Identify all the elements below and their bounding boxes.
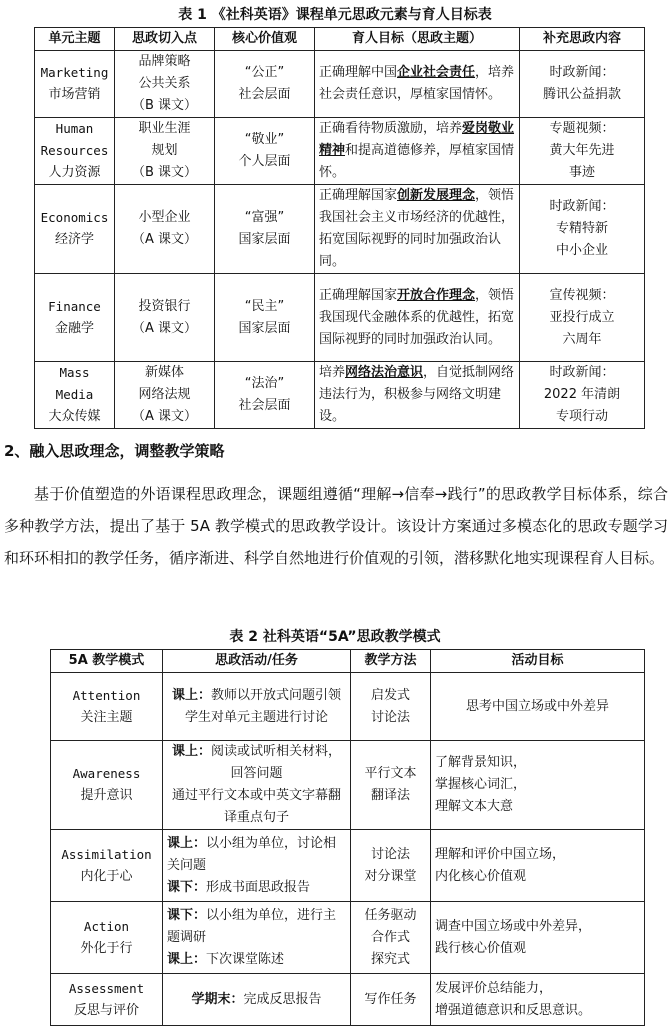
method-line: 写作任务 (364, 991, 417, 1007)
goal-keyword: 开放合作理念 (397, 287, 476, 303)
goal-line: 思考中国立场或中外差异 (465, 698, 609, 714)
method-line: 平行文本 (364, 766, 417, 781)
task-text: 以小组为单位，讨论相关问题 (167, 835, 337, 873)
goal-text: ，领悟我国现代金融体系的优越性，拓宽国际视野的同时加强政治认同。 (319, 287, 515, 347)
task-label: 课下： (167, 879, 207, 895)
task-label: 学期末： (191, 991, 244, 1007)
task-label: 课上： (171, 744, 211, 759)
entry-point (115, 118, 215, 185)
unit-theme (35, 185, 115, 274)
core-value (215, 185, 315, 274)
value-line: “公正” (244, 65, 285, 80)
entry-line: 网络法规 (138, 387, 191, 402)
activity-goal (431, 741, 645, 830)
table1-header: 育人目标（思政主题） (315, 28, 520, 51)
value-line: 个人层面 (238, 154, 291, 169)
extra-line: 时政新闻： (549, 65, 615, 80)
table-row (35, 362, 645, 429)
value-line: 社会层面 (238, 87, 291, 102)
value-line: 社会层面 (238, 398, 291, 413)
method-line: 合作式 (370, 929, 410, 945)
extra-line: 中小企业 (555, 243, 608, 258)
entry-line: 小型企业 (138, 210, 191, 225)
theme-en: Marketing (40, 65, 109, 80)
activity-task (163, 902, 351, 974)
task-text: 通过平行文本或中英文字幕翻译重点句子 (171, 788, 341, 825)
mode-en: Action (83, 918, 130, 934)
teaching-method (351, 902, 431, 974)
unit-theme (35, 274, 115, 362)
goal-line: 内化核心价值观 (435, 868, 527, 884)
activity-goal (431, 902, 645, 974)
activity-goal (431, 673, 645, 741)
extra-line: 六周年 (562, 331, 602, 347)
entry-line: （B 课文） (131, 165, 198, 180)
mode-en: Attention (72, 687, 141, 703)
goal-line: 发展评价总结能力， (435, 980, 553, 996)
goal-keyword: 爱岗敬业精神 (319, 121, 515, 158)
table-row (35, 51, 645, 118)
mode-en: Assessment (68, 980, 145, 996)
5a-mode (51, 974, 163, 1026)
entry-line: 公共关系 (138, 76, 191, 91)
extra-line: 亚投行成立 (549, 309, 615, 325)
mode-zh: 关注主题 (80, 709, 133, 725)
entry-point (115, 185, 215, 274)
entry-line: （B 课文） (131, 98, 198, 113)
value-line: 国家层面 (238, 232, 291, 247)
extra-line: 事迹 (568, 165, 595, 180)
method-line: 翻译法 (370, 788, 410, 803)
entry-line: 投资银行 (138, 298, 191, 314)
extra-line: 时政新闻： (549, 199, 615, 214)
table2-header-row (51, 650, 645, 673)
extra-content (520, 362, 645, 429)
task-label: 课上： (167, 951, 207, 967)
goal-line: 调查中国立场或中外差异， (435, 918, 592, 934)
extra-content (520, 118, 645, 185)
activity-task (163, 741, 351, 830)
table-row (51, 673, 645, 741)
5a-mode (51, 830, 163, 902)
theme-zh: 人力资源 (48, 165, 101, 180)
method-line: 任务驱动 (364, 907, 417, 923)
extra-content (520, 274, 645, 362)
extra-line: 时政新闻： (549, 365, 615, 380)
5a-mode (51, 741, 163, 830)
extra-line: 专项行动 (555, 409, 608, 424)
activity-goal (431, 974, 645, 1026)
education-goal (315, 118, 520, 185)
table1-header-row (35, 28, 645, 51)
extra-line: 黄大年先进 (549, 143, 615, 158)
theme-en: Economics (40, 210, 109, 225)
table2-header: 活动目标 (431, 650, 645, 673)
entry-point (115, 51, 215, 118)
table-row (51, 974, 645, 1026)
table1-header: 单元主题 (35, 28, 115, 51)
theme-en: Mass Media (55, 365, 94, 402)
table2-header: 5A 教学模式 (51, 650, 163, 673)
value-line: “法治” (244, 376, 285, 391)
goal-line: 理解文本大意 (435, 799, 514, 814)
method-line: 对分课堂 (364, 868, 417, 884)
method-line: 讨论法 (370, 846, 410, 862)
teaching-method (351, 974, 431, 1026)
theme-en: Human Resources (40, 121, 109, 158)
table1 (34, 27, 645, 429)
goal-line: 理解和评价中国立场， (435, 846, 566, 862)
goal-line: 增强道德意识和反思意识。 (435, 1002, 592, 1018)
table2-header: 思政活动/任务 (163, 650, 351, 673)
goal-text: 正确看待物质激励，培养 (319, 121, 463, 136)
table1-header: 思政切入点 (115, 28, 215, 51)
task-text: 阅读或试听相关材料，回答问题 (211, 744, 342, 781)
unit-theme (35, 118, 115, 185)
method-line: 启发式 (370, 687, 410, 703)
extra-line: 宣传视频： (549, 287, 615, 303)
goal-text: 正确理解国家 (319, 287, 398, 303)
section-heading: 2、融入思政理念，调整教学策略 (4, 442, 225, 460)
entry-point (115, 362, 215, 429)
entry-point (115, 274, 215, 362)
value-line: “敬业” (244, 132, 285, 147)
body-paragraph: 基于价值塑造的外语课程思政理念，课题组遵循“理解→信奉→践行”的思政教学目标体系，综合多种教学方法，提出了基于 5A 教学模式的思政教学设计。该设计方案通过多模态化的思政专题学习和环环相扣的教学任务，循序渐进、科学自然地进行价值观的引领，潜移默化地实现课程育人目标。 (4, 485, 668, 567)
task-label: 课上： (171, 687, 211, 703)
task-text: 形成书面思政报告 (206, 879, 311, 895)
method-line: 讨论法 (370, 709, 410, 725)
table1-header: 核心价值观 (215, 28, 315, 51)
task-label: 课上： (167, 835, 207, 851)
extra-line: 腾讯公益捐款 (542, 87, 621, 102)
unit-theme (35, 51, 115, 118)
task-text: 以小组为单位，进行主题调研 (167, 907, 337, 945)
table2 (50, 649, 645, 1026)
table-row (51, 902, 645, 974)
mode-en: Awareness (72, 766, 141, 781)
entry-line: （A 课文） (131, 320, 198, 336)
activity-goal (431, 830, 645, 902)
core-value (215, 51, 315, 118)
theme-zh: 经济学 (54, 232, 94, 247)
education-goal (315, 51, 520, 118)
value-line: 国家层面 (238, 320, 291, 336)
mode-zh: 外化于行 (80, 940, 133, 956)
extra-line: 专题视频： (549, 121, 615, 136)
goal-text: ，领悟我国社会主义市场经济的优越性，拓宽国际视野的同时加强政治认同。 (319, 188, 515, 269)
teaching-method (351, 673, 431, 741)
goal-line: 掌握核心词汇， (435, 777, 527, 792)
value-line: “民主” (244, 298, 285, 314)
mode-zh: 提升意识 (80, 788, 133, 803)
table2-caption: 表 2 社科英语“5A”思政教学模式 (229, 629, 441, 645)
goal-keyword: 企业社会责任 (397, 65, 476, 80)
mode-zh: 内化于心 (80, 868, 133, 884)
table-row (51, 830, 645, 902)
goal-line: 了解背景知识， (435, 755, 527, 770)
task-text: 下次课堂陈述 (206, 951, 285, 967)
method-line: 探究式 (370, 951, 410, 967)
table-row (35, 118, 645, 185)
goal-text: 培养 (319, 365, 346, 380)
extra-line: 2022 年清朗 (543, 387, 621, 402)
activity-task (163, 673, 351, 741)
activity-task (163, 974, 351, 1026)
table1-caption: 表 1 《社科英语》课程单元思政元素与育人目标表 (178, 7, 492, 23)
task-label: 课下： (167, 907, 207, 923)
theme-en: Finance (48, 298, 101, 314)
theme-zh: 金融学 (54, 320, 94, 336)
goal-text: ，培养社会责任意识，厚植家国情怀。 (319, 65, 515, 102)
table2-header: 教学方法 (351, 650, 431, 673)
entry-line: （A 课文） (131, 232, 198, 247)
goal-text: 正确理解国家 (319, 188, 398, 203)
table-row (51, 741, 645, 830)
goal-text: ，自觉抵制网络违法行为，积极参与网络文明建设。 (319, 365, 515, 424)
goal-keyword: 创新发展理念 (397, 188, 476, 203)
5a-mode (51, 673, 163, 741)
goal-text: 和提高道德修养，厚植家国情怀。 (319, 143, 515, 180)
mode-en: Assimilation (61, 846, 152, 862)
entry-line: （A 课文） (131, 409, 198, 424)
table1-header: 补充思政内容 (520, 28, 645, 51)
core-value (215, 274, 315, 362)
value-line: “富强” (244, 210, 285, 225)
activity-task (163, 830, 351, 902)
goal-line: 践行核心价值观 (435, 940, 527, 956)
entry-line: 规划 (151, 143, 178, 158)
extra-line: 专精特新 (555, 221, 608, 236)
5a-mode (51, 902, 163, 974)
mode-zh: 反思与评价 (73, 1002, 139, 1018)
goal-text: 正确理解中国 (319, 65, 398, 80)
extra-content (520, 51, 645, 118)
teaching-method (351, 830, 431, 902)
table-row (35, 274, 645, 362)
core-value (215, 118, 315, 185)
education-goal (315, 362, 520, 429)
education-goal (315, 185, 520, 274)
education-goal (315, 274, 520, 362)
theme-zh: 大众传媒 (48, 409, 101, 424)
core-value (215, 362, 315, 429)
entry-line: 职业生涯 (138, 121, 191, 136)
unit-theme (35, 362, 115, 429)
extra-content (520, 185, 645, 274)
teaching-method (351, 741, 431, 830)
table-row (35, 185, 645, 274)
task-text: 完成反思报告 (243, 991, 322, 1007)
entry-line: 新媒体 (144, 365, 184, 380)
task-text: 教师以开放式问题引领学生对单元主题进行讨论 (184, 687, 342, 725)
goal-keyword: 网络法治意识 (345, 365, 424, 380)
entry-line: 品牌策略 (138, 54, 191, 69)
theme-zh: 市场营销 (48, 87, 101, 102)
